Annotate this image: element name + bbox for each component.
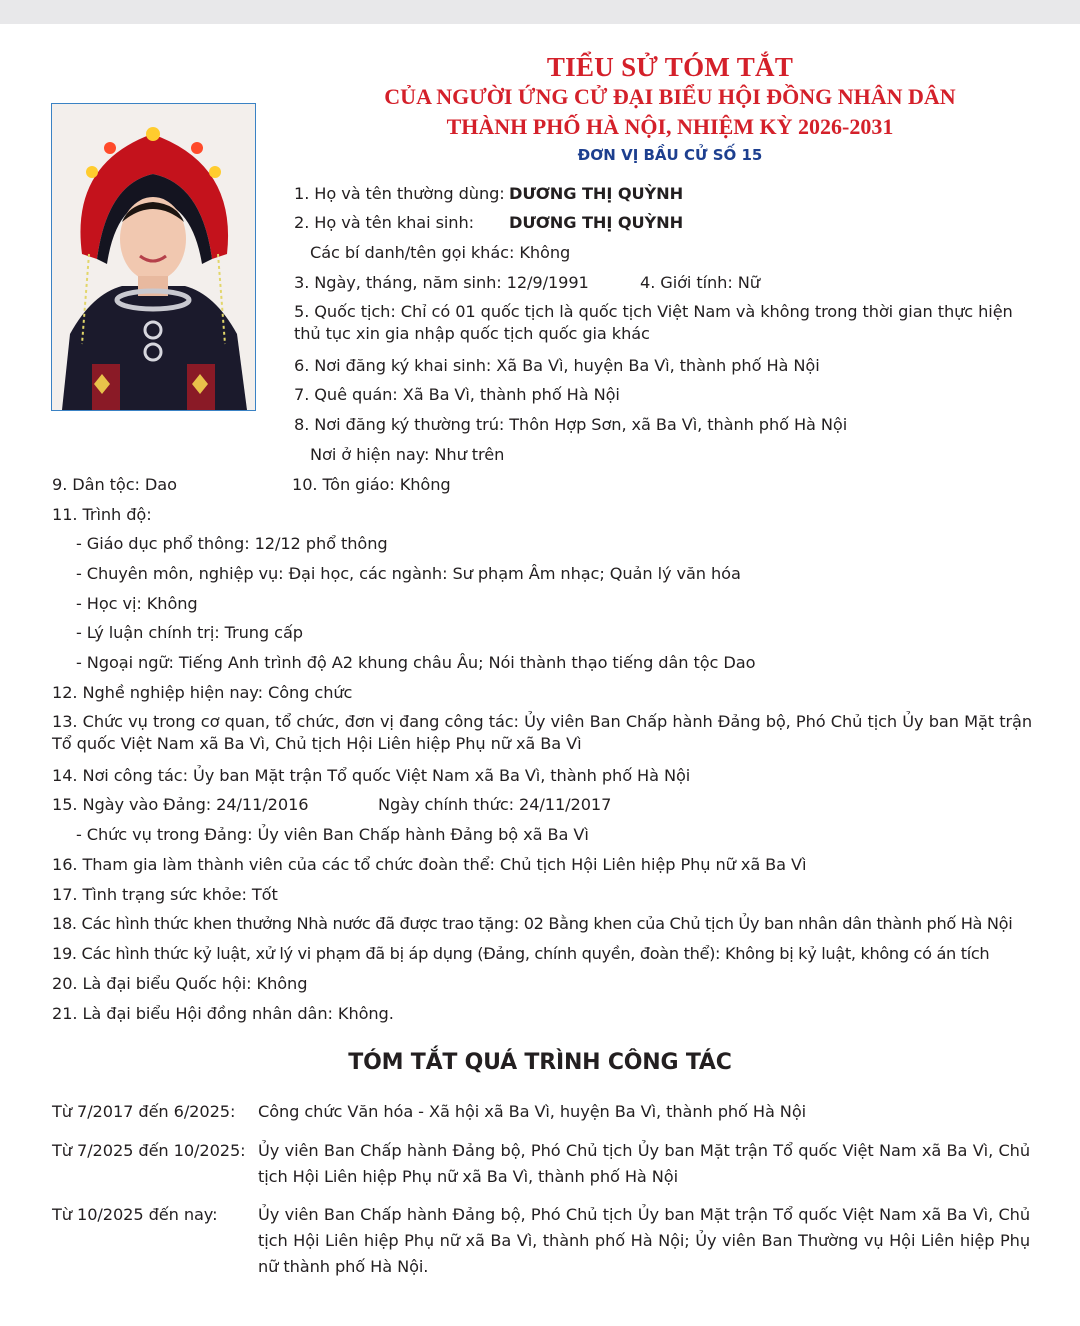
work-description: Ủy viên Ban Chấp hành Đảng bộ, Phó Chủ tịch Ủy ban Mặt trận Tổ quốc Việt Nam xã Ba Vì, Chủ tịch Hội Liên hiệp Phụ nữ xã Ba Vì, thành phố Hà Nội (258, 1141, 1030, 1186)
field-national-assembly: 20. Là đại biểu Quốc hội: Không (52, 974, 308, 993)
work-description: Công chức Văn hóa - Xã hội xã Ba Vì, huyện Ba Vì, thành phố Hà Nội (258, 1102, 807, 1121)
field-birth-name (294, 212, 684, 234)
field-organizations: 16. Tham gia làm thành viên của các tổ chức đoàn thể: Chủ tịch Hội Liên hiệp Phụ nữ xã Ba Vì (52, 855, 807, 874)
field-foreign-language: - Ngoại ngữ: Tiếng Anh trình độ A2 khung châu Âu; Nói thành thạo tiếng dân tộc Dao (76, 653, 756, 672)
field-gender: 4. Giới tính: Nữ (640, 273, 760, 292)
field-birth-registration: 6. Nơi đăng ký khai sinh: Xã Ba Vì, huyện Ba Vì, thành phố Hà Nội (294, 356, 820, 375)
work-period: Từ 7/2017 đến 6/2025: (52, 1102, 236, 1121)
field-common-name-value: DƯƠNG THỊ QUỲNH (509, 184, 684, 203)
field-academic-degree: - Học vị: Không (76, 594, 198, 613)
electoral-unit: ĐƠN VỊ BẦU CỬ SỐ 15 (577, 146, 763, 164)
field-date-of-birth: 3. Ngày, tháng, năm sinh: 12/9/1991 (294, 273, 589, 292)
field-professional-qualification: - Chuyên môn, nghiệp vụ: Đại học, các ngành: Sư phạm Âm nhạc; Quản lý văn hóa (76, 564, 741, 583)
field-awards: 18. Các hình thức khen thưởng Nhà nước đã được trao tặng: 02 Bằng khen của Chủ tịch Ủy ban nhân dân thành phố Hà Nội (52, 914, 1013, 933)
work-history-title: TÓM TẮT QUÁ TRÌNH CÔNG TÁC (348, 1050, 732, 1075)
field-occupation: 12. Nghề nghiệp hiện nay: Công chức (52, 683, 353, 702)
field-position: 13. Chức vụ trong cơ quan, tổ chức, đơn vị đang công tác: Ủy viên Ban Chấp hành Đảng bộ, Phó Chủ tịch Ủy ban Mặt trận Tổ quốc Việt Nam xã Ba Vì, Chủ tịch Hội Liên hiệp Phụ nữ xã Ba Vì (52, 712, 1032, 753)
field-birth-name-label: 2. Họ và tên khai sinh: (294, 213, 474, 232)
field-workplace: 14. Nơi công tác: Ủy ban Mặt trận Tổ quốc Việt Nam xã Ba Vì, thành phố Hà Nội (52, 766, 691, 785)
field-ethnicity: 9. Dân tộc: Dao (52, 475, 177, 494)
field-party-position: - Chức vụ trong Đảng: Ủy viên Ban Chấp hành Đảng bộ xã Ba Vì (76, 825, 589, 844)
top-bar (0, 0, 1080, 24)
field-birth-name-value: DƯƠNG THỊ QUỲNH (509, 213, 684, 232)
work-description: Ủy viên Ban Chấp hành Đảng bộ, Phó Chủ tịch Ủy ban Mặt trận Tổ quốc Việt Nam xã Ba Vì, Chủ tịch Hội Liên hiệp Phụ nữ xã Ba Vì, thành phố Hà Nội; Ủy viên Ban Thường vụ Hội Liên hiệp Phụ nữ thành phố Hà Nội. (258, 1205, 1030, 1276)
field-general-education: - Giáo dục phổ thông: 12/12 phổ thông (76, 534, 388, 553)
field-hometown: 7. Quê quán: Xã Ba Vì, thành phố Hà Nội (294, 385, 620, 404)
document-title: TIỂU SỬ TÓM TẮT (546, 52, 794, 82)
field-nationality: 5. Quốc tịch: Chỉ có 01 quốc tịch là quốc tịch Việt Nam và không trong thời gian thực hiện thủ tục xin gia nhập quốc tịch quốc gia khác (294, 302, 1013, 343)
work-period: Từ 10/2025 đến nay: (52, 1205, 218, 1224)
field-health: 17. Tình trạng sức khỏe: Tốt (52, 885, 278, 904)
field-education-heading: 11. Trình độ: (52, 505, 152, 524)
document-subtitle-2: THÀNH PHỐ HÀ NỘI, NHIỆM KỲ 2026-2031 (446, 114, 894, 139)
field-common-name-label: 1. Họ và tên thường dùng: (294, 184, 505, 203)
field-party-official-date: Ngày chính thức: 24/11/2017 (378, 795, 612, 814)
work-period: Từ 7/2025 đến 10/2025: (52, 1141, 246, 1160)
field-permanent-residence: 8. Nơi đăng ký thường trú: Thôn Hợp Sơn, xã Ba Vì, thành phố Hà Nội (294, 415, 848, 434)
field-discipline: 19. Các hình thức kỷ luật, xử lý vi phạm đã bị áp dụng (Đảng, chính quyền, đoàn thể): Không bị kỷ luật, không có án tích (52, 944, 990, 963)
field-political-theory: - Lý luận chính trị: Trung cấp (76, 623, 303, 642)
field-peoples-council: 21. Là đại biểu Hội đồng nhân dân: Không. (52, 1004, 394, 1023)
document-subtitle-1: CỦA NGƯỜI ỨNG CỬ ĐẠI BIỂU HỘI ĐỒNG NHÂN DÂN (384, 84, 956, 109)
field-religion: 10. Tôn giáo: Không (292, 475, 451, 494)
candidate-portrait (51, 103, 256, 411)
field-current-residence: Nơi ở hiện nay: Như trên (310, 445, 505, 464)
document-header (270, 52, 1070, 167)
field-party-join-date: 15. Ngày vào Đảng: 24/11/2016 (52, 795, 309, 814)
field-aliases: Các bí danh/tên gọi khác: Không (310, 243, 571, 262)
field-common-name (294, 183, 684, 205)
